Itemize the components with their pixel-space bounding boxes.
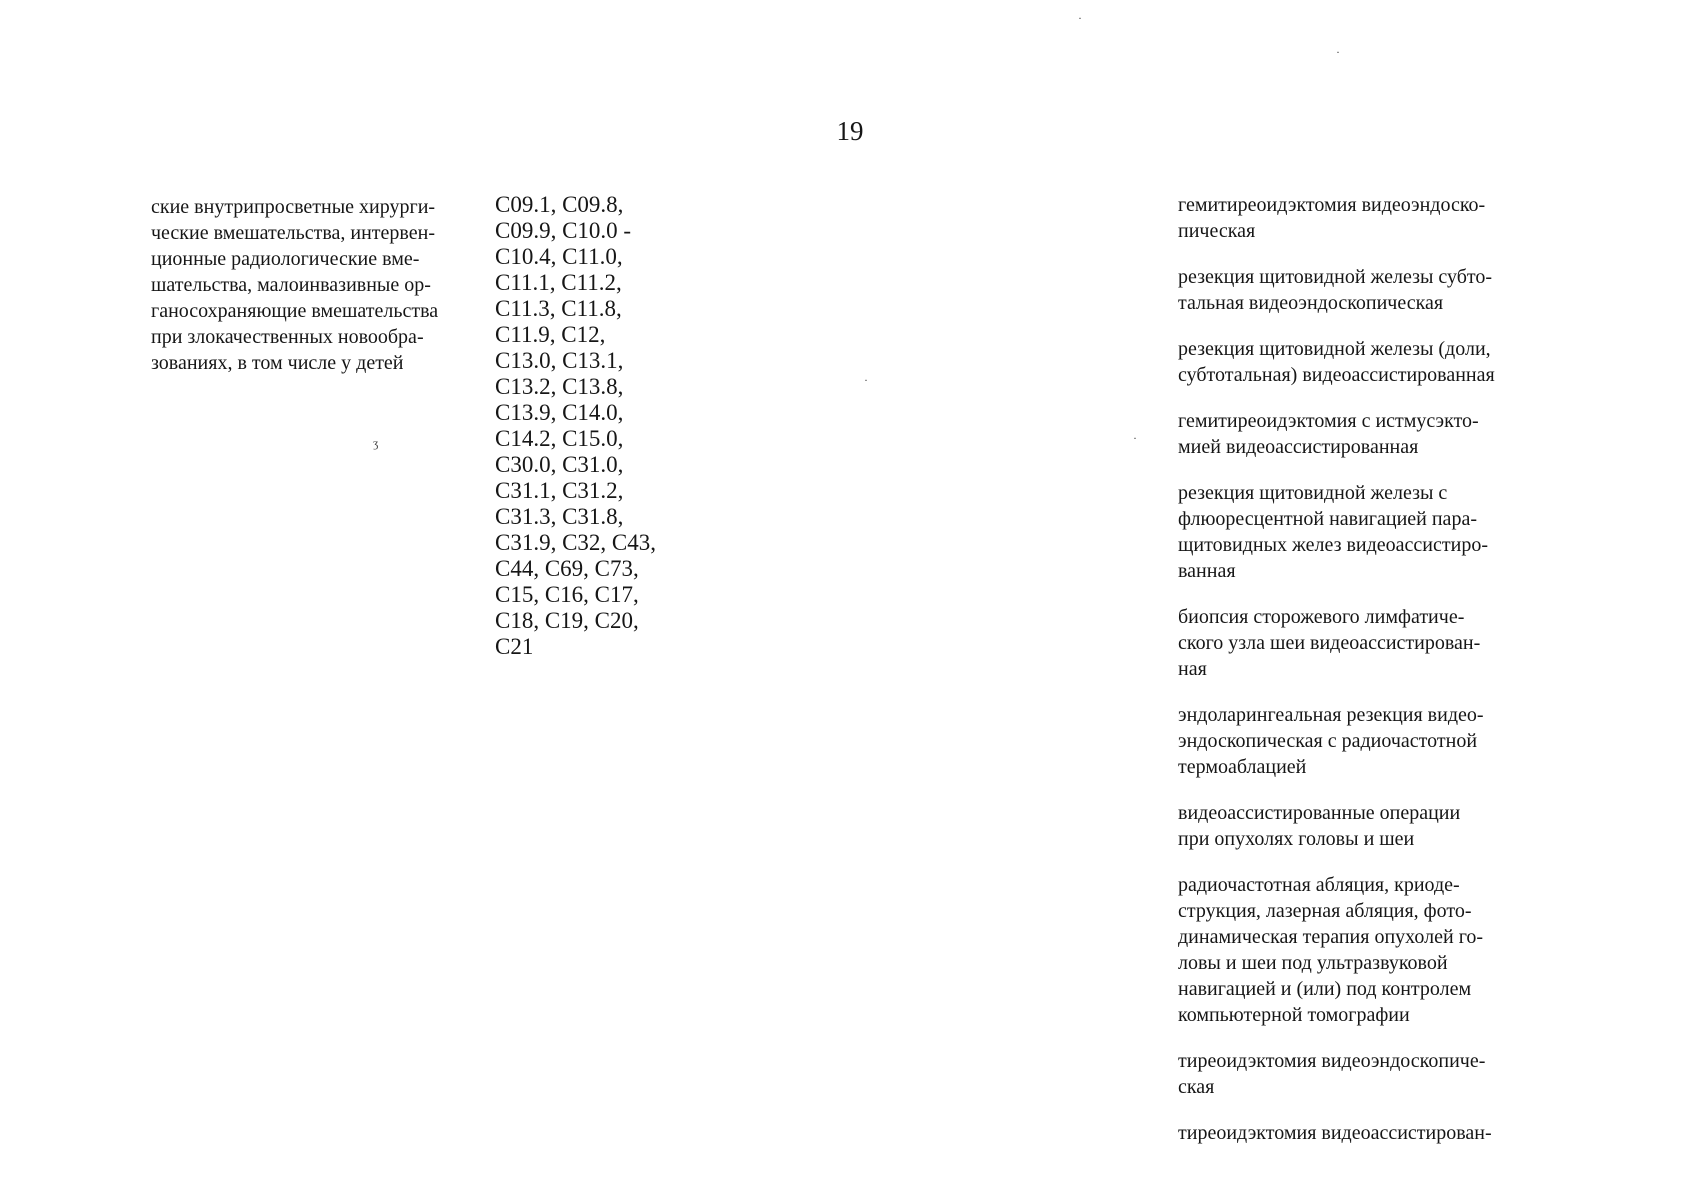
procedure-line: щитовидных желез видеоассистиро- [1178,534,1488,556]
scan-speck: · [1133,431,1137,445]
page-number: 19 [836,116,864,146]
procedure-entry [1178,264,1558,316]
icd-code-line: C18, C19, C20, [495,608,639,633]
procedures-list [1178,192,1558,1166]
icd-code-line: C14.2, C15.0, [495,426,624,451]
icd-code-line: C21 [495,634,534,659]
icd-code-line: C11.3, C11.8, [495,296,622,321]
procedure-entry [1178,192,1558,244]
procedure-line: навигацией и (или) под контролем [1178,978,1472,1000]
procedure-line: резекция щитовидной железы субто- [1178,266,1493,288]
description-line: ские внутрипросветные хирурги- [151,196,436,218]
icd-code-line: C13.2, C13.8, [495,374,624,399]
procedure-entry [1178,800,1558,852]
procedure-line: ская [1178,1076,1215,1098]
description-line: ганосохраняющие вмешательства [151,300,439,322]
description-line: ционные радиологические вме- [151,248,420,270]
scan-speck: · [1078,11,1082,25]
procedure-line: при опухолях головы и шеи [1178,828,1415,850]
procedure-entry [1178,408,1558,460]
procedure-line: ванная [1178,560,1236,582]
description-line: зованиях, в том числе у детей [151,352,404,374]
icd-code-line: C13.0, C13.1, [495,348,624,373]
procedure-line: радиочастотная абляция, криоде- [1178,874,1460,896]
procedure-line: субтотальная) видеоассистированная [1178,364,1495,386]
procedure-entry [1178,480,1558,584]
procedure-line: мией видеоассистированная [1178,436,1419,458]
procedure-entry [1178,1120,1558,1146]
treatment-description [151,194,486,376]
procedure-line: резекция щитовидной железы с [1178,482,1448,504]
description-line: шательства, малоинвазивные ор- [151,274,431,296]
icd-code-line: C44, C69, C73, [495,556,639,581]
procedure-entry [1178,336,1558,388]
procedure-line: эндоскопическая с радиочастотной [1178,730,1478,752]
procedure-line: тиреоидэктомия видеоэндоскопиче- [1178,1050,1486,1072]
icd-codes [495,192,685,660]
procedure-line: струкция, лазерная абляция, фото- [1178,900,1472,922]
description-line: ческие вмешательства, интервен- [151,222,435,244]
procedure-line: флюоресцентной навигацией пара- [1178,508,1477,530]
procedure-line: тальная видеоэндоскопическая [1178,292,1444,314]
icd-code-line: C09.9, C10.0 - [495,218,632,243]
icd-code-line: C10.4, C11.0, [495,244,623,269]
icd-code-line: C31.3, C31.8, [495,504,624,529]
icd-code-line: C15, C16, C17, [495,582,639,607]
scan-speck: · [1336,45,1340,59]
procedure-line: пическая [1178,220,1256,242]
procedure-line: биопсия сторожевого лимфатиче- [1178,606,1465,628]
icd-code-line: C31.1, C31.2, [495,478,624,503]
icd-code-line: C09.1, C09.8, [495,192,624,217]
procedure-line: гемитиреоидэктомия видеоэндоско- [1178,194,1486,216]
icd-code-line: C13.9, C14.0, [495,400,624,425]
procedure-line: компьютерной томографии [1178,1004,1410,1026]
procedure-line: тиреоидэктомия видеоассистирован- [1178,1122,1492,1144]
procedure-line: термоаблацией [1178,756,1307,778]
scan-speck: · [864,373,868,387]
procedure-entry [1178,872,1558,1028]
procedure-entry [1178,604,1558,682]
procedure-entry [1178,1048,1558,1100]
procedure-line: эндоларингеальная резекция видео- [1178,704,1484,726]
icd-code-line: C31.9, C32, C43, [495,530,657,555]
icd-code-line: C11.1, C11.2, [495,270,622,295]
icd-code-line: C30.0, C31.0, [495,452,624,477]
procedure-line: видеоассистированные операции [1178,802,1461,824]
scan-speck: ʒ [373,436,379,450]
procedure-line: ловы и шеи под ультразвуковой [1178,952,1448,974]
procedure-line: гемитиреоидэктомия с истмусэкто- [1178,410,1479,432]
description-line: при злокачественных новообра- [151,326,424,348]
procedure-line: ная [1178,658,1207,680]
procedure-line: ского узла шеи видеоассистирован- [1178,632,1481,654]
procedure-line: резекция щитовидной железы (доли, [1178,338,1491,360]
icd-code-line: C11.9, C12, [495,322,606,347]
procedure-entry [1178,702,1558,780]
procedure-line: динамическая терапия опухолей го- [1178,926,1484,948]
